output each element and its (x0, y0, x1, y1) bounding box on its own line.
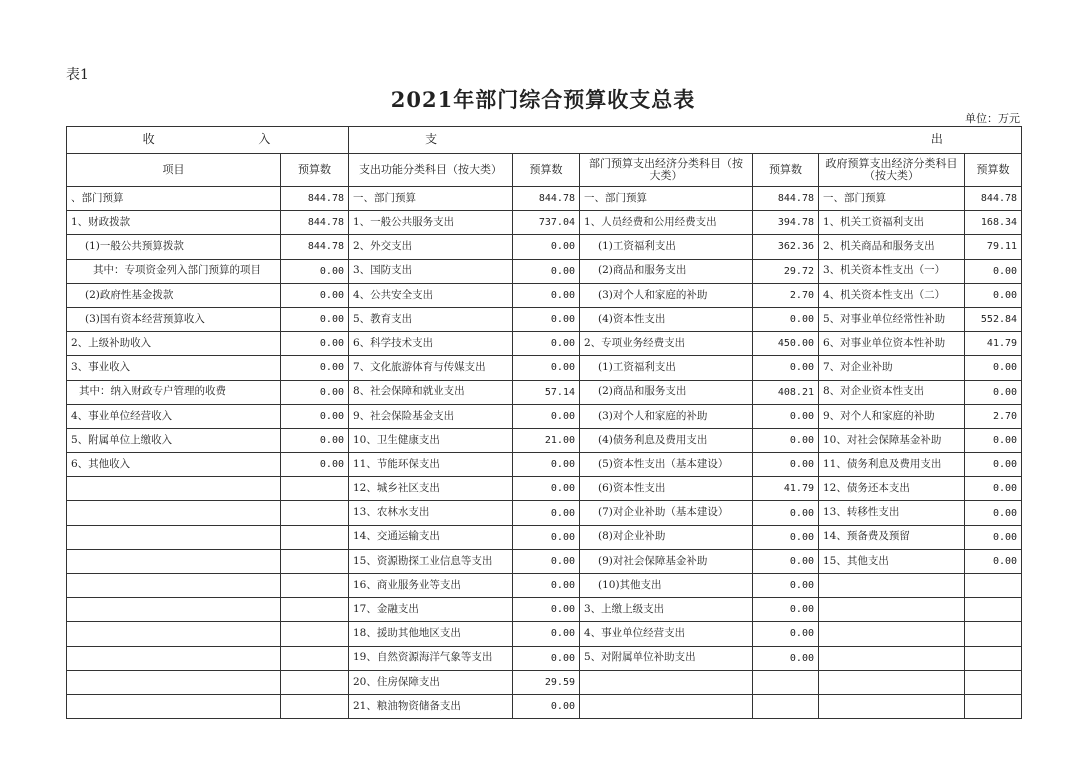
func-budget-cell: 0.00 (513, 501, 580, 525)
income-budget-cell (281, 501, 349, 525)
income-budget-cell: 0.00 (281, 428, 349, 452)
func-item-cell: 6、科学技术支出 (349, 332, 513, 356)
income-budget-cell: 0.00 (281, 356, 349, 380)
gov-econ-budget-cell: 0.00 (965, 356, 1022, 380)
gov-econ-budget-cell: 168.34 (965, 211, 1022, 235)
func-item-cell: 11、节能环保支出 (349, 453, 513, 477)
func-budget-cell: 0.00 (513, 283, 580, 307)
table-row (67, 549, 1022, 573)
gov-econ-item-cell: 15、其他支出 (819, 549, 965, 573)
col-header-item: 项目 (67, 154, 281, 187)
gov-econ-budget-cell: 844.78 (965, 187, 1022, 211)
func-item-cell: 4、公共安全支出 (349, 283, 513, 307)
dept-econ-budget-cell: 0.00 (753, 307, 819, 331)
income-budget-cell (281, 646, 349, 670)
col-header-func: 支出功能分类科目（按大类） (349, 154, 513, 187)
dept-econ-item-cell: (1)工资福利支出 (580, 235, 753, 259)
table-row (67, 598, 1022, 622)
func-item-cell: 1、一般公共服务支出 (349, 211, 513, 235)
dept-econ-budget-cell (753, 670, 819, 694)
income-item-cell: 3、事业收入 (67, 356, 281, 380)
col-header-func-budget: 预算数 (513, 154, 580, 187)
income-item-cell: 2、上级补助收入 (67, 332, 281, 356)
dept-econ-budget-cell: 844.78 (753, 187, 819, 211)
table-row (67, 501, 1022, 525)
income-budget-cell: 0.00 (281, 332, 349, 356)
func-item-cell: 14、交通运输支出 (349, 525, 513, 549)
gov-econ-budget-cell: 0.00 (965, 259, 1022, 283)
dept-econ-item-cell: (4)资本性支出 (580, 307, 753, 331)
dept-econ-item-cell: (9)对社会保障基金补助 (580, 549, 753, 573)
income-budget-cell (281, 477, 349, 501)
dept-econ-budget-cell: 2.70 (753, 283, 819, 307)
func-item-cell: 一、部门预算 (349, 187, 513, 211)
income-item-cell: 5、附属单位上缴收入 (67, 428, 281, 452)
income-item-cell (67, 525, 281, 549)
func-budget-cell: 0.00 (513, 622, 580, 646)
unit-label: 单位：万元 (965, 112, 1020, 125)
dept-econ-budget-cell: 0.00 (753, 356, 819, 380)
dept-econ-item-cell (580, 670, 753, 694)
dept-econ-item-cell: (2)商品和服务支出 (580, 259, 753, 283)
gov-econ-budget-cell: 0.00 (965, 549, 1022, 573)
table-row (67, 622, 1022, 646)
gov-econ-budget-cell: 0.00 (965, 428, 1022, 452)
func-budget-cell: 21.00 (513, 428, 580, 452)
table-row (67, 670, 1022, 694)
gov-econ-item-cell (819, 574, 965, 598)
gov-econ-item-cell: 13、转移性支出 (819, 501, 965, 525)
table-row (67, 646, 1022, 670)
gov-econ-budget-cell: 0.00 (965, 525, 1022, 549)
gov-econ-item-cell: 11、债务利息及费用支出 (819, 453, 965, 477)
gov-econ-item-cell: 8、对企业资本性支出 (819, 380, 965, 404)
gov-econ-budget-cell: 0.00 (965, 501, 1022, 525)
col-header-gov-econ: 政府预算支出经济分类科目（按大类） (819, 154, 965, 187)
income-item-cell (67, 598, 281, 622)
func-budget-cell: 29.59 (513, 670, 580, 694)
func-budget-cell: 0.00 (513, 235, 580, 259)
gov-econ-budget-cell: 79.11 (965, 235, 1022, 259)
income-item-cell: 其中：纳入财政专户管理的收费 (67, 380, 281, 404)
func-budget-cell: 0.00 (513, 307, 580, 331)
func-budget-cell: 57.14 (513, 380, 580, 404)
func-item-cell: 17、金融支出 (349, 598, 513, 622)
gov-econ-budget-cell: 552.84 (965, 307, 1022, 331)
table-row (67, 694, 1022, 718)
table-row (67, 307, 1022, 331)
func-budget-cell: 0.00 (513, 356, 580, 380)
dept-econ-budget-cell: 0.00 (753, 525, 819, 549)
dept-econ-item-cell (580, 694, 753, 718)
income-item-cell: 6、其他收入 (67, 453, 281, 477)
dept-econ-item-cell: (3)对个人和家庭的补助 (580, 283, 753, 307)
func-item-cell: 16、商业服务业等支出 (349, 574, 513, 598)
table-row (67, 187, 1022, 211)
gov-econ-budget-cell (965, 622, 1022, 646)
func-budget-cell: 0.00 (513, 646, 580, 670)
dept-econ-budget-cell: 41.79 (753, 477, 819, 501)
income-budget-cell: 0.00 (281, 453, 349, 477)
gov-econ-item-cell: 12、债务还本支出 (819, 477, 965, 501)
income-item-cell (67, 646, 281, 670)
func-budget-cell: 0.00 (513, 453, 580, 477)
func-budget-cell: 0.00 (513, 598, 580, 622)
gov-econ-item-cell (819, 622, 965, 646)
dept-econ-budget-cell: 0.00 (753, 598, 819, 622)
expense-group-header (349, 127, 1022, 154)
gov-econ-item-cell: 2、机关商品和服务支出 (819, 235, 965, 259)
budget-summary-table (66, 126, 1022, 719)
dept-econ-budget-cell: 362.36 (753, 235, 819, 259)
dept-econ-budget-cell: 394.78 (753, 211, 819, 235)
dept-econ-budget-cell: 29.72 (753, 259, 819, 283)
gov-econ-budget-cell (965, 646, 1022, 670)
func-item-cell: 20、住房保障支出 (349, 670, 513, 694)
dept-econ-budget-cell: 0.00 (753, 404, 819, 428)
table-row (67, 259, 1022, 283)
table-row (67, 332, 1022, 356)
income-budget-cell: 844.78 (281, 235, 349, 259)
gov-econ-budget-cell (965, 574, 1022, 598)
gov-econ-item-cell (819, 694, 965, 718)
dept-econ-budget-cell: 408.21 (753, 380, 819, 404)
table-row (67, 283, 1022, 307)
dept-econ-item-cell: 一、部门预算 (580, 187, 753, 211)
income-item-cell (67, 694, 281, 718)
gov-econ-item-cell: 1、机关工资福利支出 (819, 211, 965, 235)
func-budget-cell: 0.00 (513, 404, 580, 428)
func-item-cell: 2、外交支出 (349, 235, 513, 259)
gov-econ-item-cell: 一、部门预算 (819, 187, 965, 211)
gov-econ-item-cell: 9、对个人和家庭的补助 (819, 404, 965, 428)
dept-econ-item-cell: 1、人员经费和公用经费支出 (580, 211, 753, 235)
gov-econ-item-cell (819, 598, 965, 622)
func-item-cell: 5、教育支出 (349, 307, 513, 331)
income-budget-cell: 844.78 (281, 211, 349, 235)
func-budget-cell: 0.00 (513, 259, 580, 283)
func-budget-cell: 0.00 (513, 477, 580, 501)
gov-econ-budget-cell (965, 694, 1022, 718)
func-item-cell: 10、卫生健康支出 (349, 428, 513, 452)
gov-econ-item-cell: 5、对事业单位经常性补助 (819, 307, 965, 331)
gov-econ-item-cell: 3、机关资本性支出（一） (819, 259, 965, 283)
table-row (67, 574, 1022, 598)
dept-econ-item-cell: 2、专项业务经费支出 (580, 332, 753, 356)
gov-econ-item-cell: 10、对社会保障基金补助 (819, 428, 965, 452)
table-row (67, 211, 1022, 235)
income-item-cell: 、部门预算 (67, 187, 281, 211)
func-item-cell: 21、粮油物资储备支出 (349, 694, 513, 718)
income-item-cell (67, 574, 281, 598)
income-budget-cell: 0.00 (281, 307, 349, 331)
dept-econ-item-cell: 4、事业单位经营支出 (580, 622, 753, 646)
func-item-cell: 7、文化旅游体育与传媒支出 (349, 356, 513, 380)
table-row (67, 235, 1022, 259)
page-title: 2021年部门综合预算收支总表 (390, 87, 696, 112)
col-header-dept-budget: 预算数 (753, 154, 819, 187)
func-budget-cell: 0.00 (513, 574, 580, 598)
income-budget-cell: 0.00 (281, 380, 349, 404)
dept-econ-item-cell: (4)债务利息及费用支出 (580, 428, 753, 452)
dept-econ-item-cell: (6)资本性支出 (580, 477, 753, 501)
table-row (67, 453, 1022, 477)
col-header-dept-econ: 部门预算支出经济分类科目（按大类） (580, 154, 753, 187)
table-row (67, 356, 1022, 380)
income-group-header (67, 127, 349, 154)
func-budget-cell: 0.00 (513, 525, 580, 549)
expense-group-char-a: 支 (425, 132, 440, 147)
col-header-income-budget: 预算数 (281, 154, 349, 187)
gov-econ-budget-cell (965, 598, 1022, 622)
income-item-cell: 1、财政拨款 (67, 211, 281, 235)
dept-econ-item-cell: 5、对附属单位补助支出 (580, 646, 753, 670)
table-row (67, 428, 1022, 452)
income-item-cell (67, 622, 281, 646)
income-item-cell (67, 501, 281, 525)
income-item-cell: (2)政府性基金拨款 (67, 283, 281, 307)
gov-econ-budget-cell: 0.00 (965, 453, 1022, 477)
gov-econ-budget-cell: 41.79 (965, 332, 1022, 356)
func-budget-cell: 844.78 (513, 187, 580, 211)
gov-econ-item-cell (819, 670, 965, 694)
func-item-cell: 9、社会保险基金支出 (349, 404, 513, 428)
income-budget-cell: 0.00 (281, 283, 349, 307)
income-budget-cell: 844.78 (281, 187, 349, 211)
func-budget-cell: 0.00 (513, 549, 580, 573)
income-budget-cell (281, 694, 349, 718)
dept-econ-item-cell: (10)其他支出 (580, 574, 753, 598)
col-header-gov-budget: 预算数 (965, 154, 1022, 187)
dept-econ-item-cell: (5)资本性支出（基本建设） (580, 453, 753, 477)
income-item-cell (67, 549, 281, 573)
income-budget-cell: 0.00 (281, 404, 349, 428)
income-budget-cell (281, 549, 349, 573)
table-row (67, 525, 1022, 549)
gov-econ-item-cell (819, 646, 965, 670)
table-row (67, 380, 1022, 404)
func-item-cell: 15、资源勘探工业信息等支出 (349, 549, 513, 573)
gov-econ-budget-cell (965, 670, 1022, 694)
expense-group-char-b: 出 (930, 132, 945, 147)
income-item-cell: 其中：专项资金列入部门预算的项目 (67, 259, 281, 283)
income-budget-cell (281, 525, 349, 549)
gov-econ-item-cell: 14、预备费及预留 (819, 525, 965, 549)
dept-econ-item-cell: 3、上缴上级支出 (580, 598, 753, 622)
func-item-cell: 13、农林水支出 (349, 501, 513, 525)
dept-econ-budget-cell: 0.00 (753, 646, 819, 670)
dept-econ-budget-cell: 0.00 (753, 574, 819, 598)
dept-econ-item-cell: (8)对企业补助 (580, 525, 753, 549)
dept-econ-item-cell: (7)对企业补助（基本建设） (580, 501, 753, 525)
gov-econ-budget-cell: 2.70 (965, 404, 1022, 428)
table-row (67, 404, 1022, 428)
dept-econ-item-cell: (2)商品和服务支出 (580, 380, 753, 404)
func-budget-cell: 0.00 (513, 332, 580, 356)
dept-econ-item-cell: (1)工资福利支出 (580, 356, 753, 380)
income-budget-cell (281, 574, 349, 598)
income-item-cell: 4、事业单位经营收入 (67, 404, 281, 428)
func-item-cell: 19、自然资源海洋气象等支出 (349, 646, 513, 670)
dept-econ-item-cell: (3)对个人和家庭的补助 (580, 404, 753, 428)
dept-econ-budget-cell: 0.00 (753, 428, 819, 452)
gov-econ-budget-cell: 0.00 (965, 283, 1022, 307)
gov-econ-budget-cell: 0.00 (965, 477, 1022, 501)
income-group-char-a: 收 (142, 132, 157, 147)
income-item-cell: (3)国有资本经营预算收入 (67, 307, 281, 331)
income-budget-cell (281, 670, 349, 694)
income-budget-cell (281, 622, 349, 646)
income-group-char-b: 入 (258, 132, 273, 147)
func-item-cell: 8、社会保障和就业支出 (349, 380, 513, 404)
func-item-cell: 3、国防支出 (349, 259, 513, 283)
income-item-cell (67, 670, 281, 694)
income-item-cell: (1)一般公共预算拨款 (67, 235, 281, 259)
table-label: 表1 (66, 67, 89, 83)
table-row (67, 477, 1022, 501)
income-item-cell (67, 477, 281, 501)
gov-econ-item-cell: 4、机关资本性支出（二） (819, 283, 965, 307)
dept-econ-budget-cell: 0.00 (753, 549, 819, 573)
income-budget-cell: 0.00 (281, 259, 349, 283)
gov-econ-item-cell: 6、对事业单位资本性补助 (819, 332, 965, 356)
dept-econ-budget-cell: 0.00 (753, 501, 819, 525)
gov-econ-budget-cell: 0.00 (965, 380, 1022, 404)
dept-econ-budget-cell (753, 694, 819, 718)
dept-econ-budget-cell: 0.00 (753, 622, 819, 646)
func-item-cell: 12、城乡社区支出 (349, 477, 513, 501)
gov-econ-item-cell: 7、对企业补助 (819, 356, 965, 380)
func-budget-cell: 0.00 (513, 694, 580, 718)
func-budget-cell: 737.04 (513, 211, 580, 235)
dept-econ-budget-cell: 450.00 (753, 332, 819, 356)
dept-econ-budget-cell: 0.00 (753, 453, 819, 477)
income-budget-cell (281, 598, 349, 622)
func-item-cell: 18、援助其他地区支出 (349, 622, 513, 646)
